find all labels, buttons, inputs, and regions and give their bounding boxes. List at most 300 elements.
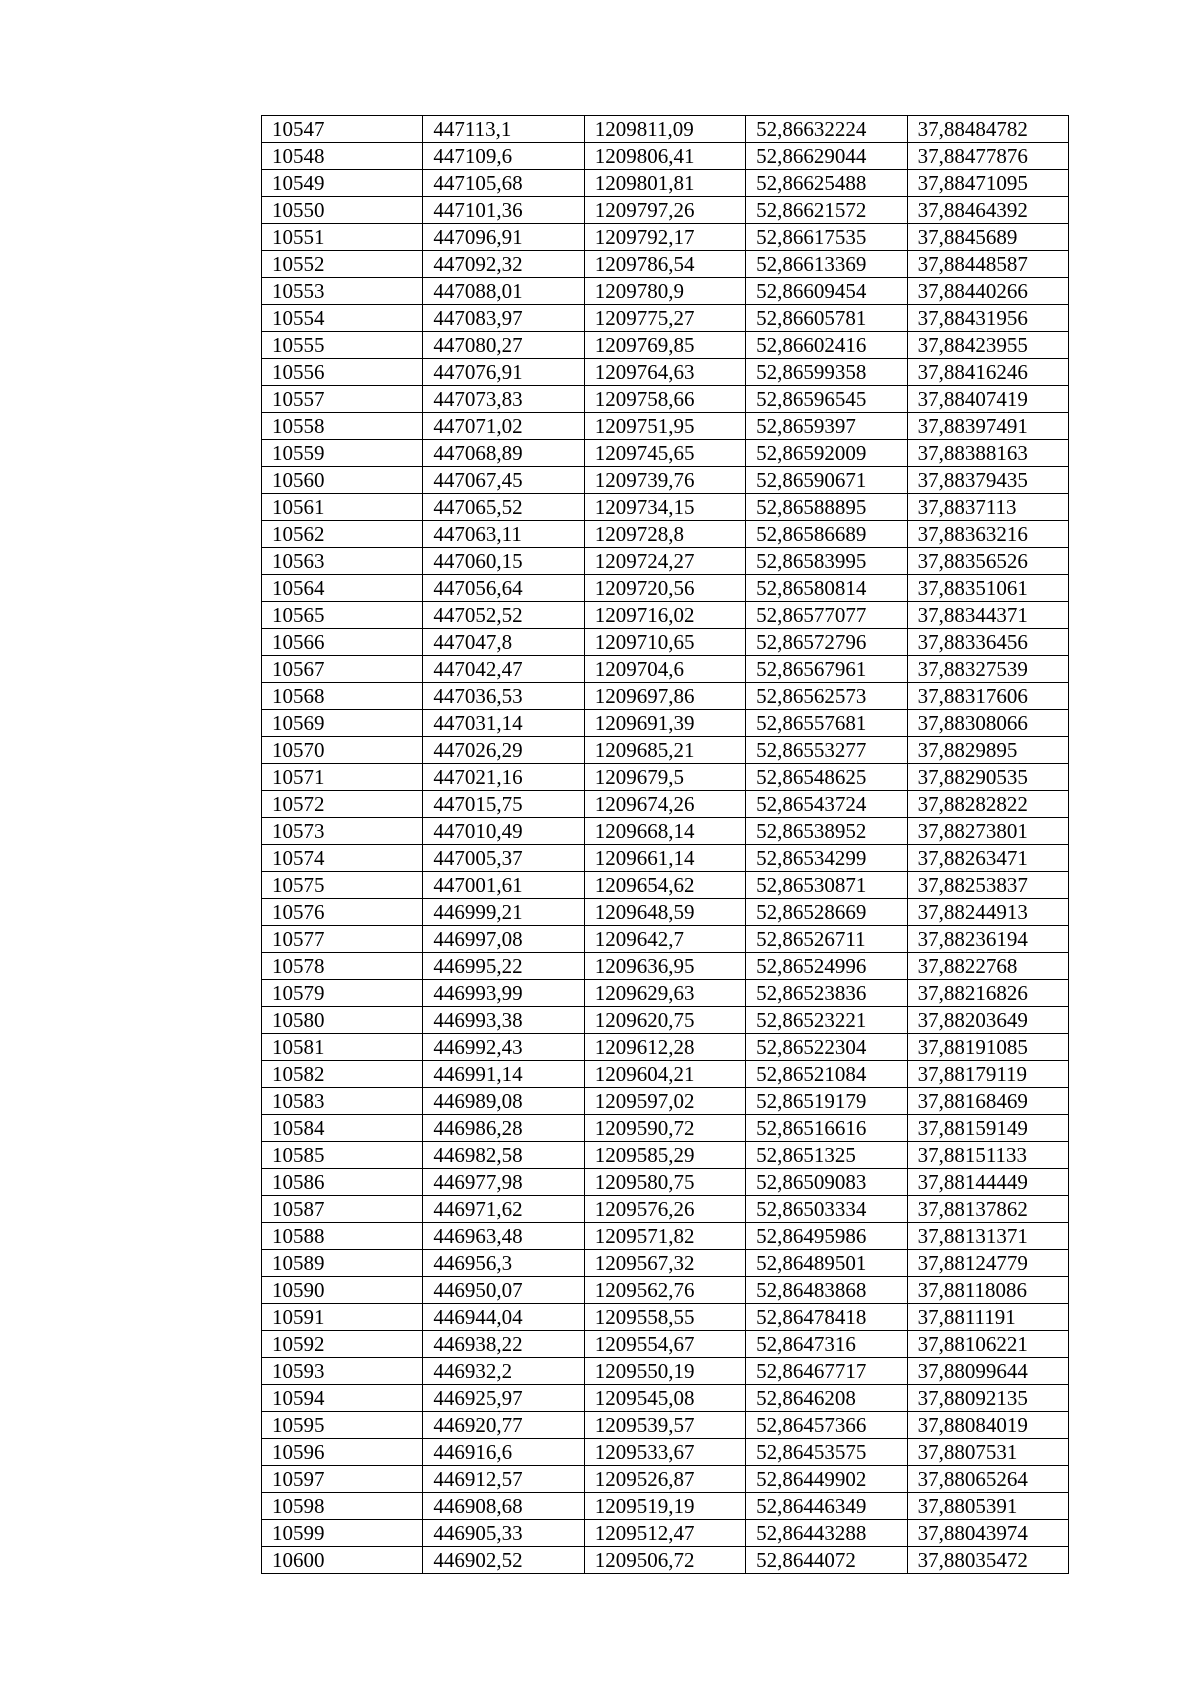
- longitude-cell: 37,8807531: [907, 1439, 1068, 1466]
- y-coordinate-cell: 1209751,95: [584, 413, 745, 440]
- longitude-cell: 37,88388163: [907, 440, 1068, 467]
- y-coordinate-cell: 1209786,54: [584, 251, 745, 278]
- y-coordinate-cell: 1209710,65: [584, 629, 745, 656]
- x-coordinate-cell: 446999,21: [423, 899, 584, 926]
- longitude-cell: 37,88351061: [907, 575, 1068, 602]
- y-coordinate-cell: 1209545,08: [584, 1385, 745, 1412]
- latitude-cell: 52,8659397: [746, 413, 907, 440]
- longitude-cell: 37,88159149: [907, 1115, 1068, 1142]
- y-coordinate-cell: 1209620,75: [584, 1007, 745, 1034]
- x-coordinate-cell: 447065,52: [423, 494, 584, 521]
- point-number-cell: 10556: [262, 359, 423, 386]
- longitude-cell: 37,88464392: [907, 197, 1068, 224]
- point-number-cell: 10588: [262, 1223, 423, 1250]
- x-coordinate-cell: 446902,52: [423, 1547, 584, 1574]
- table-row: [262, 278, 1069, 305]
- x-coordinate-cell: 447083,97: [423, 305, 584, 332]
- table-row: [262, 1142, 1069, 1169]
- table-row: [262, 332, 1069, 359]
- table-row: [262, 683, 1069, 710]
- longitude-cell: 37,8829895: [907, 737, 1068, 764]
- longitude-cell: 37,8805391: [907, 1493, 1068, 1520]
- coordinates-table: [261, 115, 1069, 1574]
- x-coordinate-cell: 447010,49: [423, 818, 584, 845]
- point-number-cell: 10579: [262, 980, 423, 1007]
- point-number-cell: 10597: [262, 1466, 423, 1493]
- y-coordinate-cell: 1209775,27: [584, 305, 745, 332]
- latitude-cell: 52,86528669: [746, 899, 907, 926]
- table-row: [262, 143, 1069, 170]
- longitude-cell: 37,88379435: [907, 467, 1068, 494]
- x-coordinate-cell: 447015,75: [423, 791, 584, 818]
- y-coordinate-cell: 1209792,17: [584, 224, 745, 251]
- y-coordinate-cell: 1209806,41: [584, 143, 745, 170]
- table-row: [262, 953, 1069, 980]
- point-number-cell: 10576: [262, 899, 423, 926]
- longitude-cell: 37,88440266: [907, 278, 1068, 305]
- x-coordinate-cell: 446992,43: [423, 1034, 584, 1061]
- latitude-cell: 52,86534299: [746, 845, 907, 872]
- point-number-cell: 10550: [262, 197, 423, 224]
- y-coordinate-cell: 1209526,87: [584, 1466, 745, 1493]
- longitude-cell: 37,88344371: [907, 602, 1068, 629]
- y-coordinate-cell: 1209797,26: [584, 197, 745, 224]
- point-number-cell: 10560: [262, 467, 423, 494]
- latitude-cell: 52,86632224: [746, 116, 907, 143]
- table-row: [262, 656, 1069, 683]
- longitude-cell: 37,88448587: [907, 251, 1068, 278]
- point-number-cell: 10561: [262, 494, 423, 521]
- x-coordinate-cell: 446956,3: [423, 1250, 584, 1277]
- y-coordinate-cell: 1209642,7: [584, 926, 745, 953]
- latitude-cell: 52,86509083: [746, 1169, 907, 1196]
- latitude-cell: 52,86523221: [746, 1007, 907, 1034]
- x-coordinate-cell: 447101,36: [423, 197, 584, 224]
- y-coordinate-cell: 1209558,55: [584, 1304, 745, 1331]
- latitude-cell: 52,86519179: [746, 1088, 907, 1115]
- longitude-cell: 37,88124779: [907, 1250, 1068, 1277]
- latitude-cell: 52,86443288: [746, 1520, 907, 1547]
- table-row: [262, 116, 1069, 143]
- point-number-cell: 10572: [262, 791, 423, 818]
- latitude-cell: 52,86621572: [746, 197, 907, 224]
- x-coordinate-cell: 447047,8: [423, 629, 584, 656]
- point-number-cell: 10570: [262, 737, 423, 764]
- point-number-cell: 10562: [262, 521, 423, 548]
- x-coordinate-cell: 447052,52: [423, 602, 584, 629]
- point-number-cell: 10600: [262, 1547, 423, 1574]
- point-number-cell: 10558: [262, 413, 423, 440]
- point-number-cell: 10574: [262, 845, 423, 872]
- x-coordinate-cell: 447076,91: [423, 359, 584, 386]
- longitude-cell: 37,88317606: [907, 683, 1068, 710]
- latitude-cell: 52,86583995: [746, 548, 907, 575]
- x-coordinate-cell: 446977,98: [423, 1169, 584, 1196]
- longitude-cell: 37,88356526: [907, 548, 1068, 575]
- table-row: [262, 305, 1069, 332]
- x-coordinate-cell: 447042,47: [423, 656, 584, 683]
- point-number-cell: 10595: [262, 1412, 423, 1439]
- point-number-cell: 10548: [262, 143, 423, 170]
- longitude-cell: 37,88092135: [907, 1385, 1068, 1412]
- x-coordinate-cell: 446932,2: [423, 1358, 584, 1385]
- latitude-cell: 52,86503334: [746, 1196, 907, 1223]
- x-coordinate-cell: 446938,22: [423, 1331, 584, 1358]
- y-coordinate-cell: 1209597,02: [584, 1088, 745, 1115]
- longitude-cell: 37,88282822: [907, 791, 1068, 818]
- x-coordinate-cell: 447056,64: [423, 575, 584, 602]
- point-number-cell: 10575: [262, 872, 423, 899]
- x-coordinate-cell: 447036,53: [423, 683, 584, 710]
- table-row: [262, 413, 1069, 440]
- x-coordinate-cell: 447092,32: [423, 251, 584, 278]
- longitude-cell: 37,88327539: [907, 656, 1068, 683]
- latitude-cell: 52,86516616: [746, 1115, 907, 1142]
- y-coordinate-cell: 1209734,15: [584, 494, 745, 521]
- latitude-cell: 52,86613369: [746, 251, 907, 278]
- x-coordinate-cell: 446963,48: [423, 1223, 584, 1250]
- longitude-cell: 37,88253837: [907, 872, 1068, 899]
- point-number-cell: 10578: [262, 953, 423, 980]
- latitude-cell: 52,86449902: [746, 1466, 907, 1493]
- longitude-cell: 37,88290535: [907, 764, 1068, 791]
- x-coordinate-cell: 447073,83: [423, 386, 584, 413]
- point-number-cell: 10596: [262, 1439, 423, 1466]
- table-row: [262, 440, 1069, 467]
- coordinates-table-body: [262, 116, 1069, 1574]
- point-number-cell: 10581: [262, 1034, 423, 1061]
- point-number-cell: 10555: [262, 332, 423, 359]
- latitude-cell: 52,86605781: [746, 305, 907, 332]
- table-row: [262, 359, 1069, 386]
- latitude-cell: 52,86457366: [746, 1412, 907, 1439]
- table-row: [262, 1223, 1069, 1250]
- latitude-cell: 52,86478418: [746, 1304, 907, 1331]
- longitude-cell: 37,88084019: [907, 1412, 1068, 1439]
- longitude-cell: 37,88407419: [907, 386, 1068, 413]
- x-coordinate-cell: 446997,08: [423, 926, 584, 953]
- point-number-cell: 10557: [262, 386, 423, 413]
- latitude-cell: 52,86617535: [746, 224, 907, 251]
- table-row: [262, 602, 1069, 629]
- latitude-cell: 52,86553277: [746, 737, 907, 764]
- point-number-cell: 10564: [262, 575, 423, 602]
- latitude-cell: 52,8644072: [746, 1547, 907, 1574]
- latitude-cell: 52,86538952: [746, 818, 907, 845]
- latitude-cell: 52,8646208: [746, 1385, 907, 1412]
- point-number-cell: 10594: [262, 1385, 423, 1412]
- y-coordinate-cell: 1209506,72: [584, 1547, 745, 1574]
- y-coordinate-cell: 1209720,56: [584, 575, 745, 602]
- longitude-cell: 37,8822768: [907, 953, 1068, 980]
- x-coordinate-cell: 446995,22: [423, 953, 584, 980]
- table-row: [262, 818, 1069, 845]
- table-row: [262, 1061, 1069, 1088]
- table-row: [262, 251, 1069, 278]
- y-coordinate-cell: 1209562,76: [584, 1277, 745, 1304]
- point-number-cell: 10566: [262, 629, 423, 656]
- longitude-cell: 37,88168469: [907, 1088, 1068, 1115]
- x-coordinate-cell: 447113,1: [423, 116, 584, 143]
- x-coordinate-cell: 446920,77: [423, 1412, 584, 1439]
- table-row: [262, 1250, 1069, 1277]
- point-number-cell: 10547: [262, 116, 423, 143]
- table-row: [262, 1115, 1069, 1142]
- latitude-cell: 52,86489501: [746, 1250, 907, 1277]
- table-row: [262, 1304, 1069, 1331]
- x-coordinate-cell: 446925,97: [423, 1385, 584, 1412]
- longitude-cell: 37,88336456: [907, 629, 1068, 656]
- latitude-cell: 52,86625488: [746, 170, 907, 197]
- point-number-cell: 10573: [262, 818, 423, 845]
- table-row: [262, 926, 1069, 953]
- longitude-cell: 37,88477876: [907, 143, 1068, 170]
- table-row: [262, 899, 1069, 926]
- table-row: [262, 791, 1069, 818]
- y-coordinate-cell: 1209567,32: [584, 1250, 745, 1277]
- y-coordinate-cell: 1209668,14: [584, 818, 745, 845]
- y-coordinate-cell: 1209769,85: [584, 332, 745, 359]
- longitude-cell: 37,88118086: [907, 1277, 1068, 1304]
- latitude-cell: 52,86522304: [746, 1034, 907, 1061]
- y-coordinate-cell: 1209571,82: [584, 1223, 745, 1250]
- y-coordinate-cell: 1209724,27: [584, 548, 745, 575]
- y-coordinate-cell: 1209629,63: [584, 980, 745, 1007]
- table-row: [262, 494, 1069, 521]
- table-row: [262, 548, 1069, 575]
- y-coordinate-cell: 1209585,29: [584, 1142, 745, 1169]
- latitude-cell: 52,86521084: [746, 1061, 907, 1088]
- table-row: [262, 872, 1069, 899]
- point-number-cell: 10587: [262, 1196, 423, 1223]
- point-number-cell: 10584: [262, 1115, 423, 1142]
- y-coordinate-cell: 1209533,67: [584, 1439, 745, 1466]
- longitude-cell: 37,88244913: [907, 899, 1068, 926]
- longitude-cell: 37,88397491: [907, 413, 1068, 440]
- latitude-cell: 52,86572796: [746, 629, 907, 656]
- x-coordinate-cell: 447060,15: [423, 548, 584, 575]
- x-coordinate-cell: 447021,16: [423, 764, 584, 791]
- point-number-cell: 10589: [262, 1250, 423, 1277]
- table-row: [262, 1277, 1069, 1304]
- point-number-cell: 10590: [262, 1277, 423, 1304]
- point-number-cell: 10585: [262, 1142, 423, 1169]
- x-coordinate-cell: 447031,14: [423, 710, 584, 737]
- point-number-cell: 10586: [262, 1169, 423, 1196]
- x-coordinate-cell: 446993,38: [423, 1007, 584, 1034]
- latitude-cell: 52,86495986: [746, 1223, 907, 1250]
- x-coordinate-cell: 446986,28: [423, 1115, 584, 1142]
- point-number-cell: 10569: [262, 710, 423, 737]
- x-coordinate-cell: 447088,01: [423, 278, 584, 305]
- x-coordinate-cell: 446993,99: [423, 980, 584, 1007]
- y-coordinate-cell: 1209554,67: [584, 1331, 745, 1358]
- latitude-cell: 52,8651325: [746, 1142, 907, 1169]
- x-coordinate-cell: 446989,08: [423, 1088, 584, 1115]
- longitude-cell: 37,88035472: [907, 1547, 1068, 1574]
- point-number-cell: 10565: [262, 602, 423, 629]
- longitude-cell: 37,8811191: [907, 1304, 1068, 1331]
- y-coordinate-cell: 1209780,9: [584, 278, 745, 305]
- longitude-cell: 37,88144449: [907, 1169, 1068, 1196]
- latitude-cell: 52,86596545: [746, 386, 907, 413]
- longitude-cell: 37,88106221: [907, 1331, 1068, 1358]
- point-number-cell: 10554: [262, 305, 423, 332]
- latitude-cell: 52,86599358: [746, 359, 907, 386]
- x-coordinate-cell: 446991,14: [423, 1061, 584, 1088]
- table-row: [262, 1088, 1069, 1115]
- y-coordinate-cell: 1209580,75: [584, 1169, 745, 1196]
- x-coordinate-cell: 446908,68: [423, 1493, 584, 1520]
- table-row: [262, 521, 1069, 548]
- longitude-cell: 37,88137862: [907, 1196, 1068, 1223]
- y-coordinate-cell: 1209685,21: [584, 737, 745, 764]
- table-row: [262, 1439, 1069, 1466]
- longitude-cell: 37,88308066: [907, 710, 1068, 737]
- longitude-cell: 37,88431956: [907, 305, 1068, 332]
- point-number-cell: 10583: [262, 1088, 423, 1115]
- table-row: [262, 980, 1069, 1007]
- table-row: [262, 1547, 1069, 1574]
- y-coordinate-cell: 1209654,62: [584, 872, 745, 899]
- x-coordinate-cell: 446982,58: [423, 1142, 584, 1169]
- point-number-cell: 10592: [262, 1331, 423, 1358]
- table-row: [262, 575, 1069, 602]
- y-coordinate-cell: 1209697,86: [584, 683, 745, 710]
- table-row: [262, 1466, 1069, 1493]
- y-coordinate-cell: 1209539,57: [584, 1412, 745, 1439]
- table-row: [262, 197, 1069, 224]
- longitude-cell: 37,8837113: [907, 494, 1068, 521]
- table-row: [262, 224, 1069, 251]
- x-coordinate-cell: 447067,45: [423, 467, 584, 494]
- x-coordinate-cell: 447026,29: [423, 737, 584, 764]
- y-coordinate-cell: 1209704,6: [584, 656, 745, 683]
- latitude-cell: 52,86609454: [746, 278, 907, 305]
- x-coordinate-cell: 447001,61: [423, 872, 584, 899]
- y-coordinate-cell: 1209590,72: [584, 1115, 745, 1142]
- latitude-cell: 52,86586689: [746, 521, 907, 548]
- table-row: [262, 1196, 1069, 1223]
- longitude-cell: 37,88043974: [907, 1520, 1068, 1547]
- y-coordinate-cell: 1209679,5: [584, 764, 745, 791]
- y-coordinate-cell: 1209764,63: [584, 359, 745, 386]
- x-coordinate-cell: 447080,27: [423, 332, 584, 359]
- x-coordinate-cell: 446944,04: [423, 1304, 584, 1331]
- y-coordinate-cell: 1209691,39: [584, 710, 745, 737]
- table-row: [262, 845, 1069, 872]
- x-coordinate-cell: 447109,6: [423, 143, 584, 170]
- latitude-cell: 52,86590671: [746, 467, 907, 494]
- y-coordinate-cell: 1209801,81: [584, 170, 745, 197]
- y-coordinate-cell: 1209512,47: [584, 1520, 745, 1547]
- table-row: [262, 1331, 1069, 1358]
- y-coordinate-cell: 1209576,26: [584, 1196, 745, 1223]
- point-number-cell: 10552: [262, 251, 423, 278]
- y-coordinate-cell: 1209728,8: [584, 521, 745, 548]
- y-coordinate-cell: 1209612,28: [584, 1034, 745, 1061]
- table-row: [262, 710, 1069, 737]
- latitude-cell: 52,86580814: [746, 575, 907, 602]
- point-number-cell: 10571: [262, 764, 423, 791]
- longitude-cell: 37,88273801: [907, 818, 1068, 845]
- longitude-cell: 37,88216826: [907, 980, 1068, 1007]
- table-row: [262, 1034, 1069, 1061]
- latitude-cell: 52,86530871: [746, 872, 907, 899]
- y-coordinate-cell: 1209519,19: [584, 1493, 745, 1520]
- point-number-cell: 10582: [262, 1061, 423, 1088]
- longitude-cell: 37,88471095: [907, 170, 1068, 197]
- longitude-cell: 37,88191085: [907, 1034, 1068, 1061]
- point-number-cell: 10593: [262, 1358, 423, 1385]
- x-coordinate-cell: 446971,62: [423, 1196, 584, 1223]
- y-coordinate-cell: 1209604,21: [584, 1061, 745, 1088]
- latitude-cell: 52,86453575: [746, 1439, 907, 1466]
- x-coordinate-cell: 447068,89: [423, 440, 584, 467]
- y-coordinate-cell: 1209716,02: [584, 602, 745, 629]
- table-row: [262, 170, 1069, 197]
- y-coordinate-cell: 1209636,95: [584, 953, 745, 980]
- x-coordinate-cell: 447105,68: [423, 170, 584, 197]
- latitude-cell: 52,86602416: [746, 332, 907, 359]
- longitude-cell: 37,88423955: [907, 332, 1068, 359]
- latitude-cell: 52,86524996: [746, 953, 907, 980]
- table-row: [262, 467, 1069, 494]
- latitude-cell: 52,86567961: [746, 656, 907, 683]
- table-row: [262, 1520, 1069, 1547]
- latitude-cell: 52,86526711: [746, 926, 907, 953]
- point-number-cell: 10599: [262, 1520, 423, 1547]
- longitude-cell: 37,8845689: [907, 224, 1068, 251]
- point-number-cell: 10577: [262, 926, 423, 953]
- latitude-cell: 52,86467717: [746, 1358, 907, 1385]
- point-number-cell: 10568: [262, 683, 423, 710]
- latitude-cell: 52,86588895: [746, 494, 907, 521]
- y-coordinate-cell: 1209648,59: [584, 899, 745, 926]
- longitude-cell: 37,88484782: [907, 116, 1068, 143]
- longitude-cell: 37,88363216: [907, 521, 1068, 548]
- point-number-cell: 10563: [262, 548, 423, 575]
- longitude-cell: 37,88065264: [907, 1466, 1068, 1493]
- y-coordinate-cell: 1209745,65: [584, 440, 745, 467]
- latitude-cell: 52,86483868: [746, 1277, 907, 1304]
- table-row: [262, 1007, 1069, 1034]
- x-coordinate-cell: 447063,11: [423, 521, 584, 548]
- table-row: [262, 737, 1069, 764]
- y-coordinate-cell: 1209811,09: [584, 116, 745, 143]
- latitude-cell: 52,86557681: [746, 710, 907, 737]
- y-coordinate-cell: 1209758,66: [584, 386, 745, 413]
- longitude-cell: 37,88151133: [907, 1142, 1068, 1169]
- longitude-cell: 37,88203649: [907, 1007, 1068, 1034]
- latitude-cell: 52,86523836: [746, 980, 907, 1007]
- x-coordinate-cell: 446950,07: [423, 1277, 584, 1304]
- table-row: [262, 1385, 1069, 1412]
- table-row: [262, 386, 1069, 413]
- latitude-cell: 52,8647316: [746, 1331, 907, 1358]
- longitude-cell: 37,88131371: [907, 1223, 1068, 1250]
- table-row: [262, 764, 1069, 791]
- x-coordinate-cell: 446905,33: [423, 1520, 584, 1547]
- latitude-cell: 52,86577077: [746, 602, 907, 629]
- table-row: [262, 1412, 1069, 1439]
- latitude-cell: 52,86562573: [746, 683, 907, 710]
- latitude-cell: 52,86592009: [746, 440, 907, 467]
- point-number-cell: 10551: [262, 224, 423, 251]
- point-number-cell: 10598: [262, 1493, 423, 1520]
- y-coordinate-cell: 1209550,19: [584, 1358, 745, 1385]
- point-number-cell: 10553: [262, 278, 423, 305]
